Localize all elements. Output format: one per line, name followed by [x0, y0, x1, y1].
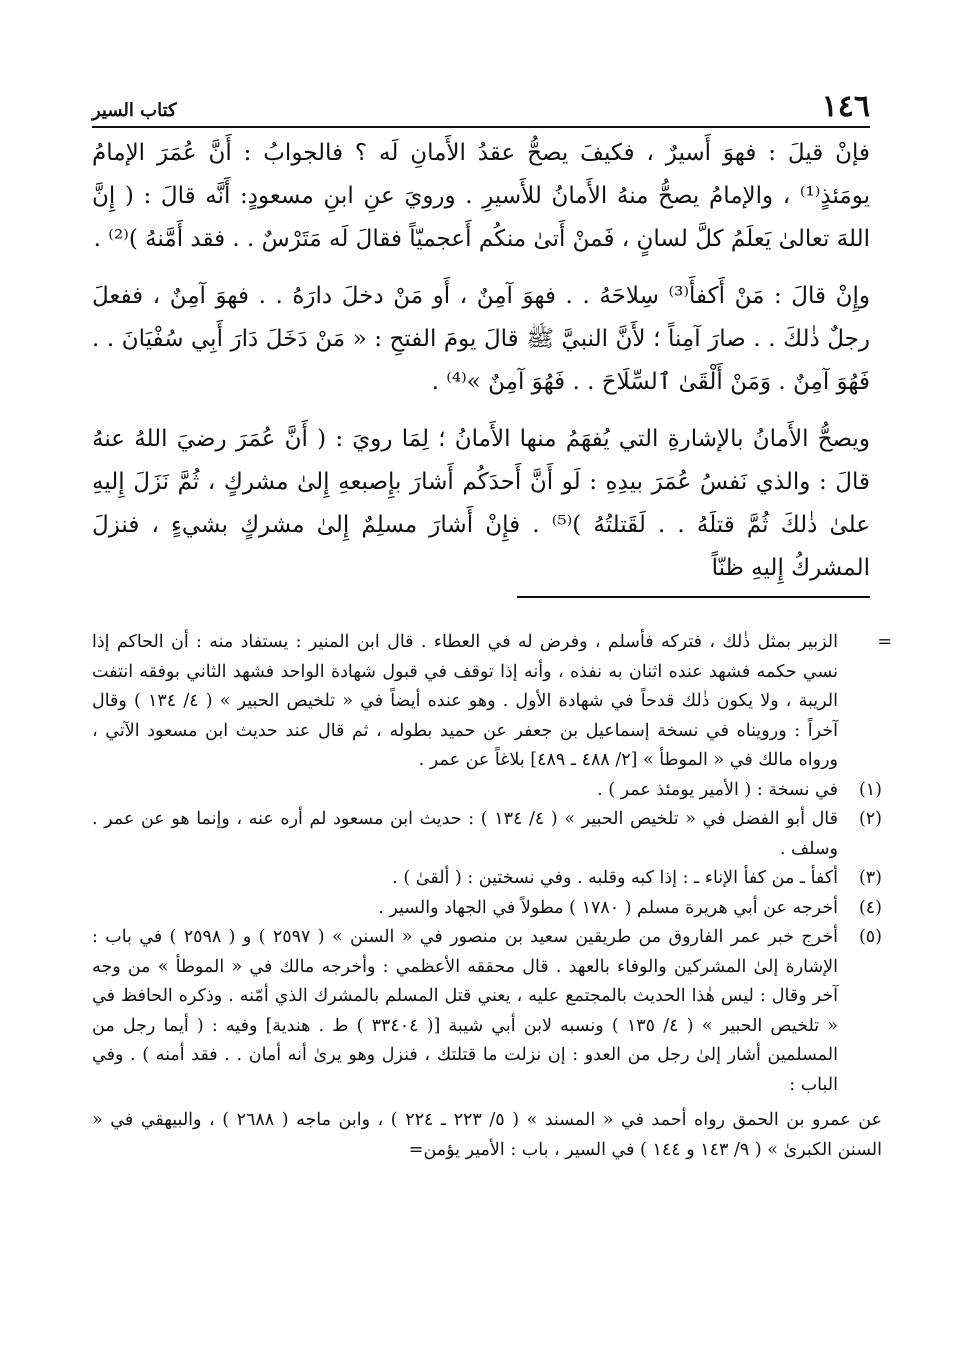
- main-text: [92, 132, 870, 604]
- page-number: ١٤٦: [821, 89, 870, 124]
- page-header: [92, 80, 870, 128]
- footnote-number: (٥): [858, 927, 882, 947]
- footnote-number: (٤): [858, 897, 882, 918]
- footnote-number: (٢): [858, 809, 882, 829]
- footnote-divider: [517, 596, 870, 598]
- footnote-text: أكفأ ـ من كفأ الإناء ـ : إذا كبه وقلبه . وفي نسختين : ( ألقىٰ ) .: [392, 868, 838, 888]
- footnote-number: (٣): [858, 868, 882, 888]
- footnote-number: (١): [858, 779, 882, 800]
- footnote: [92, 923, 882, 1100]
- footnote-tail: عن عمرو بن الحمق رواه أحمد في « المسند » ( ٥/ ٢٢٣ ـ ٢٢٤ ) ، وابن ماجه ( ٢٦٨٨ ) ، والبيهقي في « السنن الكبرىٰ » ( ٩/ ١٤٣ و ١٤٤ ) في السير ، باب : الأمير يؤمن=: [92, 1110, 882, 1160]
- paragraph: فإنْ قيلَ : فهوَ أَسيرٌ ، فكيفَ يصحُّ عقدُ الأَمانِ لَه ؟ فالجوابُ : أَنَّ عُمَرَ الإمامُ يومَئذٍ⁽¹⁾ ، والإمامُ يصحُّ منهُ الأَمانُ للأَسيرِ . ورويَ عنِ ابنِ مسعودٍ: أَنَّه قالَ : ( إِنَّ اللهَ تعالىٰ يَعلَمُ كلَّ لسانٍ ، فَمنْ أَتىٰ منكُم أَعجميّاً فقالَ لَه مَتَرْسٌ . . فقد أَمَّنهُ )⁽²⁾ .: [92, 140, 870, 252]
- footnote: [92, 805, 882, 864]
- footnote-text: في نسخة : ( الأمير يومئذ عمر ) .: [597, 779, 838, 800]
- paragraph: وإِنْ قالَ : مَنْ أَكفأَ⁽³⁾ سِلاحَهُ . . فهوَ آمِنٌ ، أَو مَنْ دخلَ دارَهُ . . فهوَ آمِنٌ ، ففعلَ رجلٌ ذٰلكَ . . صارَ آمِناً ؛ لأَنَّ النبيَّ ﷺ قالَ يومَ الفتحِ : « مَنْ دَخَلَ دَارَ أَبِي سُفْيَانَ . . فَهُوَ آمِنٌ . وَمَنْ أَلْقَىٰ ٱلسِّلَاحَ . . فَهُوَ آمِنٌ »⁽⁴⁾ .: [92, 283, 870, 395]
- footnote-continuation: [92, 628, 892, 776]
- footnote-text: قال أبو الفضل في « تلخيص الحبير » ( ٤/ ١٣٤ ) : حديث ابن مسعود لم أره عنه ، وإنما هو عن عمر . وسلف .: [92, 809, 838, 859]
- footnote: [92, 894, 882, 924]
- footnote: [92, 864, 882, 894]
- continuation-marker: =: [877, 632, 892, 652]
- running-title: كتاب السير: [92, 100, 177, 121]
- footnote-text: أخرجه عن أبي هريرة مسلم ( ١٧٨٠ ) مطولاً في الجهاد والسير .: [378, 897, 838, 918]
- footnote: [92, 776, 882, 806]
- footnotes: [92, 628, 892, 1165]
- paragraph: ويصحُّ الأَمانُ بالإشارةِ التي يُفهَمُ منها الأَمانُ ؛ لِمَا رويَ : ( أَنَّ عُمَرَ رضيَ اللهُ عنهُ قالَ : والذي نَفسُ عُمَرَ بيدِهِ : لَو أَنَّ أَحدَكُم أَشارَ بإِصبعهِ إِلىٰ مشركٍ ، ثُمَّ نَزَلَ إِليهِ علىٰ ذٰلكَ ثُمَّ قتلَهُ . . لَقَتلتُهُ )⁽⁵⁾ . فإِنْ أَشارَ مسلِمٌ إِلىٰ مشركٍ بشيءٍ ، فنزلَ المشركُ إِليهِ ظنّاً: [92, 426, 871, 581]
- footnote-text: أخرج خبر عمر الفاروق من طريقين سعيد بن منصور في « السنن » ( ٢٥٩٧ ) و ( ٢٥٩٨ ) في باب : الإشارة إلىٰ المشركين والوفاء بالعهد . قال محققه الأعظمي : وأخرجه مالك في « الموطأ » من وجه آخر وقال : ليس هٰذا الحديث بالمجتمع عليه ، يعني قتل المسلم بالمشرك الذي أمّنه . وذكره الحافظ في « تلخيص الحبير » ( ٤/ ١٣٥ ) ونسبه لابن أبي شيبة [( ٣٣٤٠٤ ) ط . هندية] وفيه : ( أيما رجل من المسلمين أشار إلىٰ رجل من العدو : إن نزلت ما قتلتك ، فنزل وهو يرىٰ أنه أمان . . فقد أمنه ) . وفي الباب :: [92, 927, 838, 1095]
- continuation-text: الزبير بمثل ذٰلك ، فتركه فأسلم ، وفرض له في العطاء . قال ابن المنير : يستفاد منه : أن الحاكم إذا نسي حكمه فشهد عنده اثنان به نفذه ، وأنه إذا توقف في قبول شهادة الواحد فشهد الثاني بوفقه انتفت الريبة ، ولا يكون ذٰلك قدحاً في شهادة الأول . وهو عنده أيضاً في « تلخيص الحبير » ( ٤/ ١٣٤ ) وقال آخراً : ورويناه في نسخة إسماعيل بن جعفر عن حميد بطوله ، ثم قال عند حديث ابن مسعود الآتي ، ورواه مالك في « الموطأ » [٢/ ٤٨٨ ـ ٤٨٩] بلاغاً عن عمر .: [92, 632, 838, 770]
